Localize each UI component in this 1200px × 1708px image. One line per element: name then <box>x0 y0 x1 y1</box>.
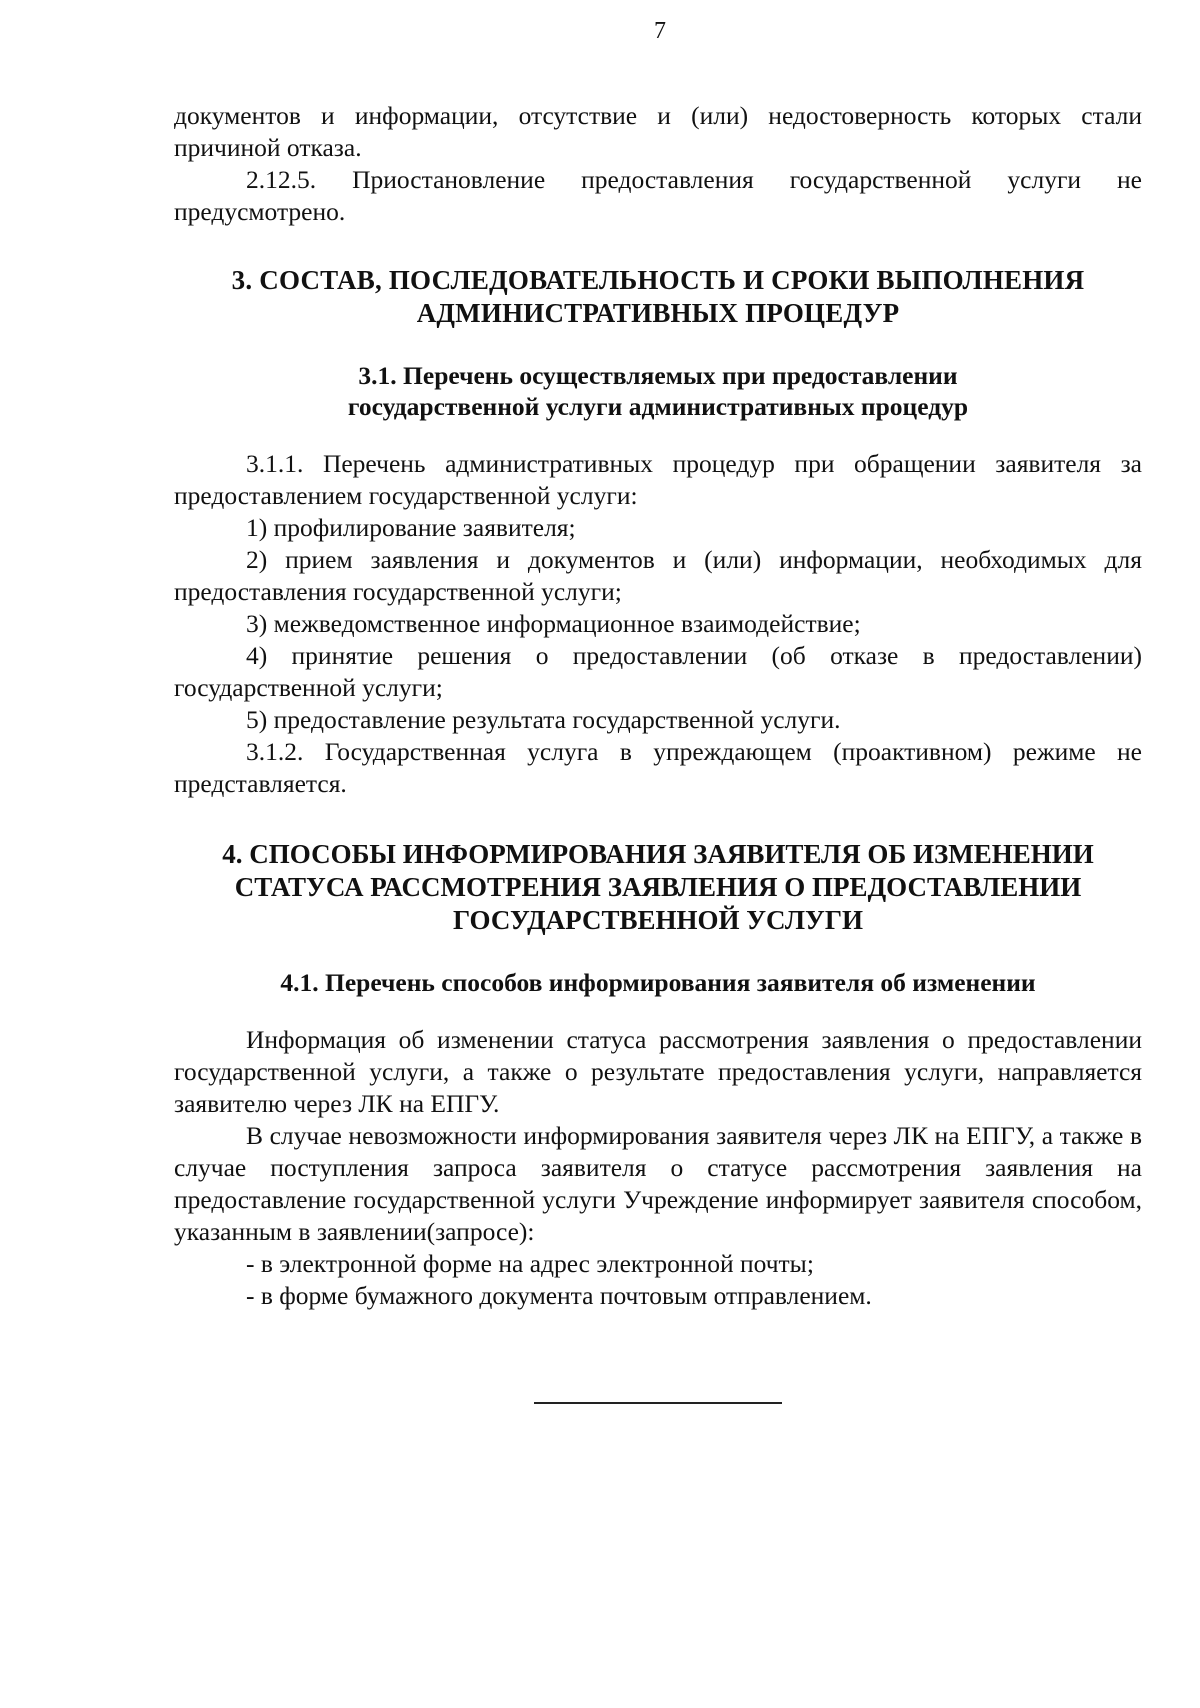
section-3-heading: 3. СОСТАВ, ПОСЛЕДОВАТЕЛЬНОСТЬ И СРОКИ ВЫПОЛНЕНИЯ АДМИНИСТРАТИВНЫХ ПРОЦЕДУР <box>231 265 1085 328</box>
list-item-4: 4) принятие решения о предоставлении (об отказе в предоставлении) государственной услуги; <box>174 641 1142 702</box>
paragraph-3-1-1: 3.1.1. Перечень административных процедур при обращении заявителя за предоставлением государственной услуги: <box>174 449 1142 510</box>
section-4-heading: 4. СПОСОБЫ ИНФОРМИРОВАНИЯ ЗАЯВИТЕЛЯ ОБ ИЗМЕНЕНИИ СТАТУСА РАССМОТРЕНИЯ ЗАЯВЛЕНИЯ О ПРЕДОСТАВЛЕНИИ ГОСУДАРСТВЕННОЙ УСЛУГИ <box>222 839 1094 935</box>
paragraph-4-1-b: В случае невозможности информирования заявителя через ЛК на ЕПГУ, а также в случае поступления запроса заявителя о статусе рассмотрения заявления на предоставление государственной услуги Учреждение информирует заявителя способом, указанным в заявлении(запросе): <box>174 1121 1142 1246</box>
list-item-1: 1) профилирование заявителя; <box>246 513 576 542</box>
paragraph-4-1-a: Информация об изменении статуса рассмотрения заявления о предоставлении государственной услуги, а также о результате предоставления услуги, направляется заявителю через ЛК на ЕПГУ. <box>174 1025 1142 1118</box>
paragraph-continuation: документов и информации, отсутствие и (или) недостоверность которых стали причиной отказа. <box>174 101 1142 162</box>
dash-item-post: - в форме бумажного документа почтовым отправлением. <box>246 1281 872 1310</box>
page-number: 7 <box>654 18 666 44</box>
list-item-3: 3) межведомственное информационное взаимодействие; <box>246 609 861 638</box>
end-of-document-rule <box>534 1402 782 1404</box>
paragraph-3-1-2: 3.1.2. Государственная услуга в упреждающем (проактивном) режиме не представляется. <box>174 737 1142 798</box>
dash-item-email: - в электронной форме на адрес электронной почты; <box>246 1249 814 1278</box>
list-item-5: 5) предоставление результата государственной услуги. <box>246 705 841 734</box>
subsection-3-1-heading: 3.1. Перечень осуществляемых при предоставлении государственной услуги административных процедур <box>347 361 969 421</box>
paragraph-2-12-5: 2.12.5. Приостановление предоставления государственной услуги не предусмотрено. <box>174 165 1142 226</box>
list-item-2: 2) прием заявления и документов и (или) информации, необходимых для предоставления государственной услуги; <box>174 545 1142 606</box>
document-body <box>174 100 1142 1312</box>
subsection-4-1-heading: 4.1. Перечень способов информирования заявителя об изменении <box>280 968 1036 997</box>
